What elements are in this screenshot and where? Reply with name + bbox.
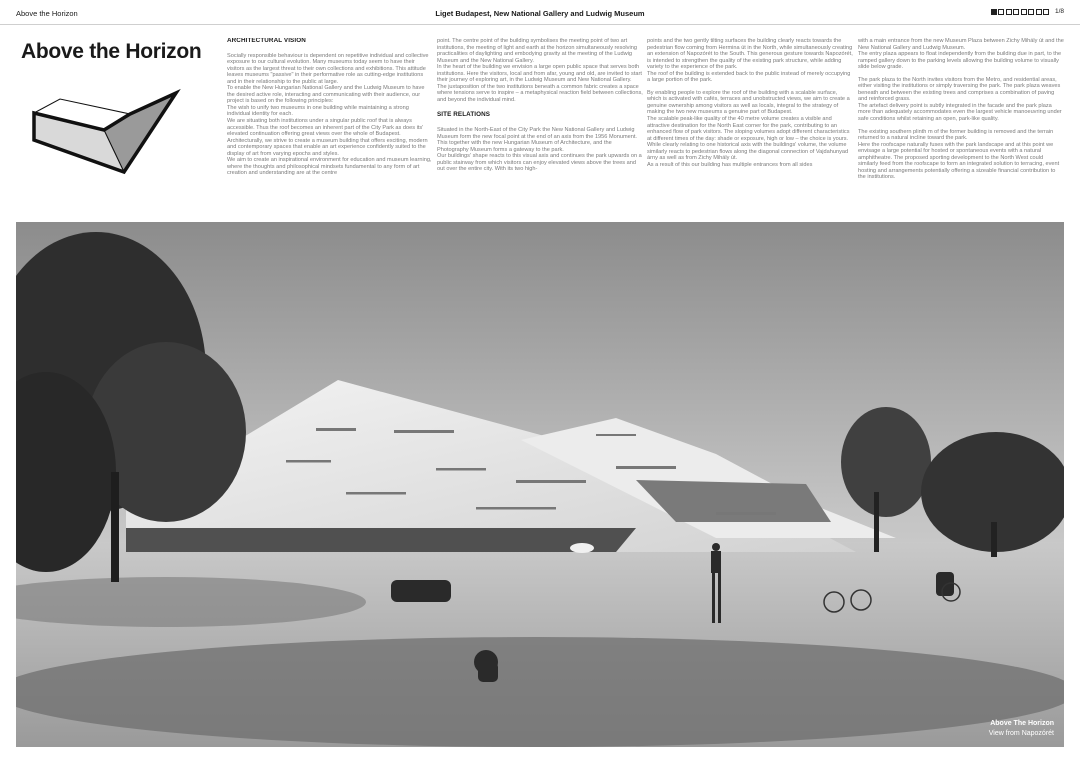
paragraph: with a main entrance from the new Museum Plaza between Zichy Mihály út and the New National Gallery and Ludwig Museum. xyxy=(858,38,1064,51)
page-dot-7[interactable] xyxy=(1036,9,1042,15)
paragraph: The entry plaza appears to float independently from the building due in part, to the ramped gallery down to the parking levels allowing the building volume to visually slide below grade. xyxy=(858,51,1062,71)
paragraph: While clearly relating to one historical axis with the buildings' volume, the volume similarly reacts to pedestrian flows along the diagonal connection of Vajdahunyad árny as well as from Zichy Mihály út. xyxy=(647,142,849,162)
text-column-architectural-vision xyxy=(227,38,433,220)
paragraph: The existing southern plinth m of the former building is removed and the terrain returned to a natural incline toward the park. xyxy=(858,128,1054,142)
text-column-site-relations xyxy=(437,38,643,220)
paragraph: As a result of this our building has multiple entrances from all sides xyxy=(647,161,813,168)
paragraph: To enable the New Hungarian National Gallery and the Ludwig Museum to have the desired active role, interacting and communicating with their audience, our project is based on the following principles: xyxy=(227,85,425,105)
caption-title: Above The Horizon xyxy=(990,720,1054,727)
page-dot-4[interactable] xyxy=(1013,9,1019,15)
section-heading: ARCHITECTURAL VISION xyxy=(227,38,306,44)
header-project-title: Liget Budapest, New National Gallery and Ludwig Museum xyxy=(435,9,645,18)
paragraph: Our buildings' shape reacts to this visual axis and continues the park upwards on a public stairway from which visitors can enjoy elevated views above the trees and out over the entire city. With its two high- xyxy=(437,153,642,173)
header-project-name: Above the Horizon xyxy=(16,9,78,18)
paragraph: Architecturally, we strive to create a museum building that offers exciting, modern and contemporary spaces that enable an art experience confidently suited to the display of art from varying epochs and styles. xyxy=(227,137,428,157)
page-dot-3[interactable] xyxy=(1006,9,1012,15)
rendering-illustration xyxy=(16,222,1064,747)
paragraph: The artefact delivery point is subtly integrated in the facade and the park plaza more than adequately accommodates even the largest vehicle manoeuvring under safe conditions whilst retaining an open, park-like quality. xyxy=(858,102,1062,123)
paragraph: Situated in the North-East of the City Park the New National Gallery and Ludwig Museum form the new focal point at the end of an axis from the 1956 Monument. This together with the new Hungarian Museum of Architecture, and the Photography Museum forms a gateway to the park. xyxy=(437,127,637,153)
page-indicator xyxy=(991,8,1064,15)
caption-subtitle: View from Napozórét xyxy=(988,730,1054,737)
text-column-4 xyxy=(858,38,1064,220)
paragraph: Here the roofscape naturally fuses with the park landscape and at this point we envisage a large potential for hosted or spontaneous events with a natural amphitheatre. The proposed sporting development to the North West could similarly feed from the roofscape to form an integrated solution to terracing, event hosting and arrangements potentially offering a sizeable financial contribution to the institutions. xyxy=(858,141,1060,181)
text-column-3 xyxy=(647,38,853,220)
paragraph: The juxtaposition of the two institutions beneath a common fabric creates a space where tensions serve to inspire – a metaphysical reaction field between collections, and beyond the individual mind. xyxy=(437,83,643,103)
paragraph: Socially responsible behaviour is dependent on repetitive individual and collective exposure to our cultural evolution. Many museums today seem to have their visitors as the largest threat to their own collections and exhibitions. This attitude leaves museums "passive" in their performative role as cutting-edge institutions and in their relationship to the public at large. xyxy=(227,52,429,85)
folded-roof-volume-icon xyxy=(26,86,184,184)
page-dot-2[interactable] xyxy=(998,9,1004,15)
museum-rendering-image xyxy=(16,222,1064,747)
paragraph: point. The centre point of the building symbolises the meeting point of two art institutions, the meeting of light and earth at the horizon simultaneously resolving practicalities of daylighting and embodying gravity at the meeting of the Ludwig Museum and the New National Gallery. xyxy=(437,38,637,64)
paragraph: The scalable peak-like quality of the 40 metre volume creates a visible and attractive destination for the North East corner for the park, contributing to an enhanced flow of park visitors. The sloping volumes adopt different characteristics at different times of the day: shade or exposure, high or low – the choice is yours. xyxy=(647,116,850,142)
page-dot-1[interactable] xyxy=(991,9,997,15)
page-dot-5[interactable] xyxy=(1021,9,1027,15)
paragraph: The park plaza to the North invites visitors from the Metro, and residential areas, either visiting the institutions or simply traversing the park. The park plaza weaves beneath and between the existing trees and comprises a combination of paving and reinforced grass. xyxy=(858,76,1061,103)
page-dot-8[interactable] xyxy=(1043,9,1049,15)
paragraph: In the heart of the building we envision a large open public space that serves both institutions. Here the visitors, local and from afar, young and old, are invited to start their journey of exploring art, in the Ludwig Museum and New National Gallery. xyxy=(437,64,642,84)
paragraph: We are situating both institutions under a singular public roof that is always accessible. Thus the roof becomes an inherent part of the City Park as does its' elevated continuation offering great views over the whole of Budapest. xyxy=(227,118,424,138)
page-header xyxy=(0,0,1080,25)
page-dot-6[interactable] xyxy=(1028,9,1034,15)
paragraph: points and the two gently tilting surfaces the building clearly reacts towards the pedestrian flow coming from Hermina út in the North, while simultaneously creating an extension of Napozórét to the South. This generous gesture towards Napozórét, is intended to strengthen the quality of the existing park structure, while adding variety to the experience of the park. xyxy=(647,38,853,71)
page-title: Above the Horizon xyxy=(21,40,202,63)
photo-caption xyxy=(989,719,1054,739)
paragraph: The wish to unify two museums in one building while maintaining a strong individual identity for each. xyxy=(227,104,409,118)
section-heading: SITE RELATIONS xyxy=(437,111,491,119)
paragraph: By enabling people to explore the roof of the building with a scalable surface, which is activated with cafés, terraces and unobstructed views, we aim to create a genuine ownership among visitors as well as locals, integral to the strategy of making the two new museums a genuine part of Budapest. xyxy=(647,89,850,116)
paragraph: We aim to create an inspirational environment for education and museum learning, where the thoughts and philosophical mindsets fundamental to any form of art creation and understanding are at the centre xyxy=(227,157,432,177)
paragraph: The roof of the building is extended back to the public instead of merely occupying a large portion of the park. xyxy=(647,70,851,84)
page-number: 1/8 xyxy=(1054,8,1064,15)
